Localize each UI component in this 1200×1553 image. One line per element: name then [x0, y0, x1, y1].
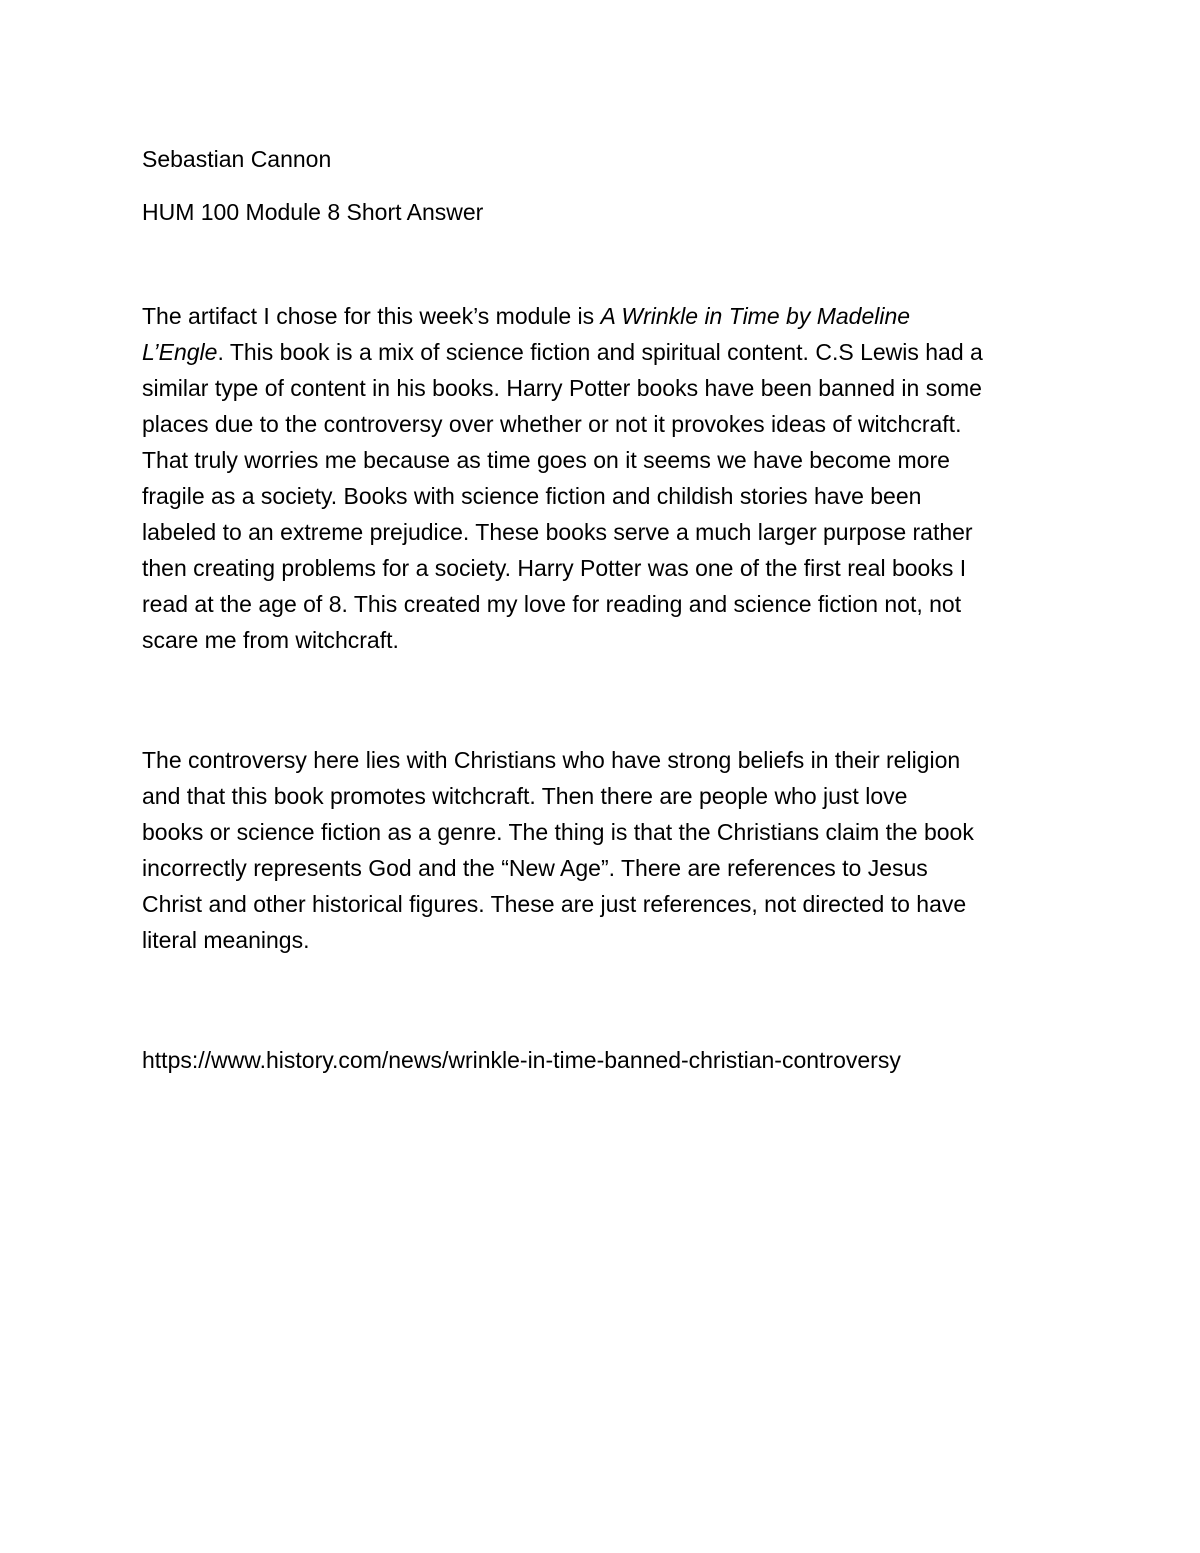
author-name: Sebastian Cannon: [142, 146, 332, 172]
book-author: L’Engle: [142, 339, 218, 365]
source-url: https://www.history.com/news/wrinkle-in-time-banned-christian-controversy: [142, 1047, 901, 1073]
paragraph-line: similar type of content in his books. Harry Potter books have been banned in some: [142, 375, 982, 401]
paragraph-line: then creating problems for a society. Harry Potter was one of the first real books I: [142, 555, 967, 581]
paragraph-line: labeled to an extreme prejudice. These books serve a much larger purpose rather: [142, 519, 973, 545]
paragraph-line: [142, 298, 1067, 334]
paragraph-controversy: [142, 742, 1067, 958]
paragraph-line: [142, 334, 1067, 370]
paragraph-line: read at the age of 8. This created my love for reading and science fiction not, not: [142, 591, 962, 617]
paragraph-text: The artifact I chose for this week’s module is: [142, 303, 601, 329]
paragraph-text: . This book is a mix of science fiction and spiritual content. C.S Lewis had a: [217, 339, 983, 365]
book-title: A Wrinkle in Time by Madeline: [600, 303, 911, 329]
paragraph-line: places due to the controversy over whether or not it provokes ideas of witchcraft.: [142, 411, 962, 437]
paragraph-line: That truly worries me because as time goes on it seems we have become more: [142, 447, 950, 473]
paragraph-line: incorrectly represents God and the “New Age”. There are references to Jesus: [142, 855, 928, 881]
assignment-title: HUM 100 Module 8 Short Answer: [142, 199, 484, 225]
document-body: [142, 141, 1067, 1078]
paragraph-line: The controversy here lies with Christians who have strong beliefs in their religion: [142, 747, 961, 773]
paragraph-line: Christ and other historical figures. These are just references, not directed to have: [142, 891, 967, 917]
paragraph-artifact: [142, 298, 1067, 658]
paragraph-line: scare me from witchcraft.: [142, 627, 399, 653]
paragraph-line: fragile as a society. Books with science fiction and childish stories have been: [142, 483, 922, 509]
paragraph-line: books or science fiction as a genre. The thing is that the Christians claim the book: [142, 819, 974, 845]
paragraph-line: and that this book promotes witchcraft. Then there are people who just love: [142, 783, 908, 809]
paragraph-line: literal meanings.: [142, 927, 310, 953]
